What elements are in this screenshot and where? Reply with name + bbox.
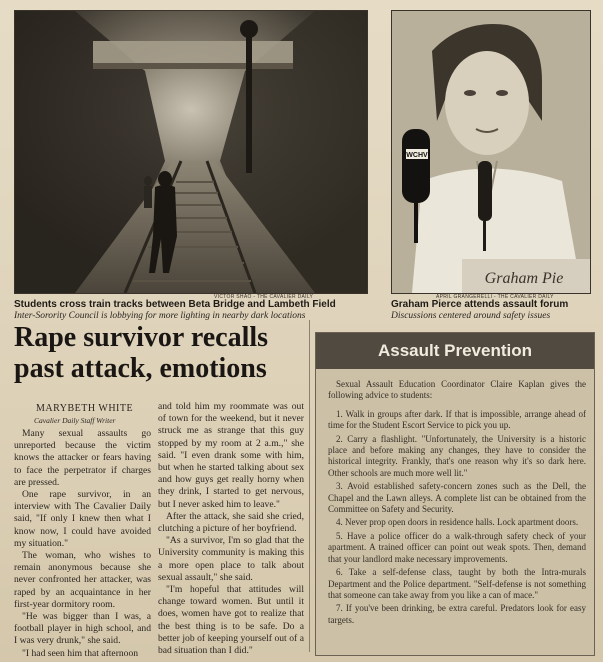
left-photo-caption-sub: Inter-Sorority Council is lobbying for more lighting in nearby dark locations <box>14 311 306 321</box>
article-byline-role: Cavalier Daily Staff Writer <box>34 416 116 425</box>
article-paragraph: "As a survivor, I'm so glad that the University community is making this a more open place to talk about sexual assault," she said. <box>158 535 304 583</box>
article-paragraph: One rape survivor, in an interview with The Cavalier Daily said, "If only I knew then what I know now, I could have avoided my situation." <box>14 489 151 549</box>
right-photo-caption-title: Graham Pierce attends assault forum <box>391 299 569 310</box>
article-byline: MARYBETH WHITE <box>36 403 134 414</box>
article-column-1 <box>14 428 151 660</box>
sidebar-tip: 7. If you've been drinking, be extra careful. Predators look for easy targets. <box>328 603 586 625</box>
article-paragraph: The woman, who wishes to remain anonymous because she never confronted her attacker, was raped by an acquaintance in her first-year dormitory room. <box>14 550 151 610</box>
article-paragraph: "He was bigger than I was, a football player in high school, and I was very drunk," she said. <box>14 611 151 647</box>
left-photo-caption-title: Students cross train tracks between Beta Bridge and Lambeth Field <box>14 299 336 310</box>
article-column-2 <box>158 401 304 657</box>
right-photo-credit: APRIL GRANGERELLI - THE CAVALIER DAILY <box>436 294 554 300</box>
sidebar-tip: 3. Avoid established safety-concern zones such as the Dell, the Chapel and the Lawn alleys. A complete list can be obtained from the Committee on Safety and Security. <box>328 481 586 515</box>
left-photo-credit: VICTOR SHAO - THE CAVALIER DAILY <box>214 294 314 300</box>
article-paragraph: and told him my roommate was out of town for the weekend, but it never struck me as strange that this guy stopped by my room at 2 a.m.," she said. "I even drank some with him, but when he started talking about sex and how guys get really horny when they drink, I started to get nervous, but I never asked him to leave." <box>158 401 304 510</box>
sidebar-tip: 2. Carry a flashlight. "Unfortunately, the University is a historic place and before making any changes, they have to consider the historical integrity. Frankly, that's one reason why it's so dark here. Other schools are much more well lit." <box>328 433 586 478</box>
assault-prevention-sidebar <box>315 332 595 656</box>
sidebar-tip: 6. Take a self-defense class, taught by both the Intra-murals Department and the Police department. "Self-defense is not something that someone can take away from you like a can of mace." <box>328 567 586 600</box>
article-paragraph: "I had seen him that afternoon <box>22 647 139 659</box>
article-paragraph: After the attack, she said she cried, clutching a picture of her boyfriend. <box>158 510 304 535</box>
column-divider <box>309 320 310 652</box>
article-paragraph: Many sexual assaults go unreported because the victim knows the attacker or fears having to face the perpetrator if charges are pressed. <box>14 428 151 488</box>
article-headline: Rape survivor recalls past attack, emotions <box>14 322 269 384</box>
sidebar-intro: Sexual Assault Education Coordinator Claire Kaplan gives the following advice to students: <box>328 379 586 401</box>
sidebar-tip: 4. Never prop open doors in residence halls. Lock apartment doors. <box>336 517 579 528</box>
sidebar-tip: 5. Have a police officer do a walk-through safety check of your apartment. A trained officer can point out weak spots. Then, demand that your landlord make necessary improvements. <box>328 530 586 564</box>
mic-flag-label: WCHV <box>406 152 428 159</box>
sidebar-title: Assault Prevention <box>316 333 594 369</box>
speaker-photo <box>391 10 591 294</box>
right-photo-caption-sub: Discussions centered around safety issues <box>391 311 551 321</box>
speaker-illustration <box>392 11 590 293</box>
article-paragraph: "I'm hopeful that attitudes will change toward women. But until it does, women have got to realize that the best thing is to be safe. Do a better job of keeping yourself out of a bad situation than I did." <box>158 584 304 657</box>
sidebar-tip: 1. Walk in groups after dark. If that is impossible, arrange ahead of time for the Student Escort Service to pick you up. <box>328 408 586 431</box>
train-tracks-photo <box>14 10 368 294</box>
sidebar-body <box>328 379 586 628</box>
train-tracks-illustration <box>15 11 367 293</box>
nameplate-text: Graham Pie <box>484 270 564 287</box>
